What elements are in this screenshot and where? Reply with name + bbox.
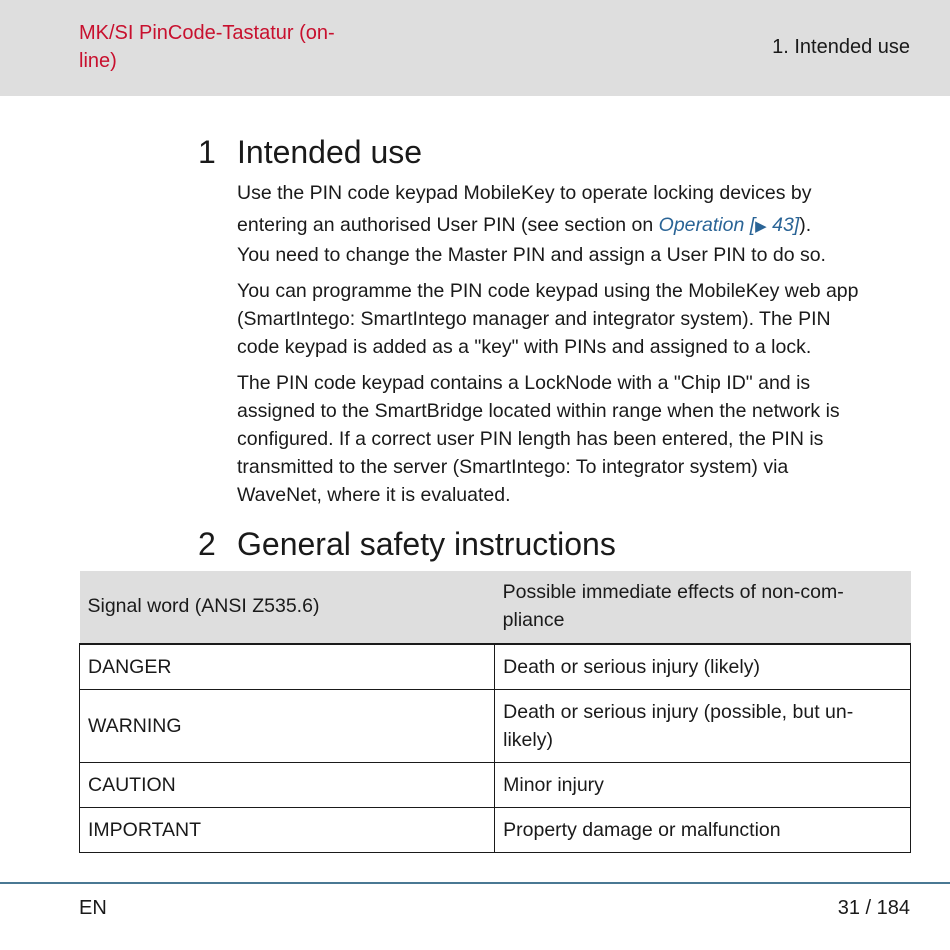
table-header-row	[80, 571, 911, 644]
table-row	[80, 763, 911, 808]
section-title: General safety instructions	[237, 526, 616, 562]
paragraph-line: The PIN code keypad contains a LockNode with a "Chip ID" and is	[237, 372, 811, 394]
paragraph-line: You need to change the Master PIN and assign a User PIN to do so.	[237, 244, 826, 266]
operation-link[interactable]	[659, 214, 800, 236]
paragraph-line: You can programme the PIN code keypad using the MobileKey web app	[237, 280, 859, 302]
paragraph-line: configured. If a correct user PIN length has been entered, the PIN is	[237, 428, 824, 450]
paragraph-line: code keypad is added as a "key" with PINs and assigned to a lock.	[237, 336, 812, 358]
section-number: 2	[198, 526, 216, 562]
paragraph-text: ).	[799, 214, 812, 236]
effect-cell: Property damage or malfunction	[495, 808, 911, 853]
signal-word-cell: DANGER	[80, 644, 495, 690]
signal-word-cell: CAUTION	[80, 763, 495, 808]
document-title-line-1: MK/SI PinCode-Tastatur (on-	[79, 22, 335, 44]
footer-language: EN	[79, 897, 107, 919]
operation-link-page: 43]	[766, 214, 800, 236]
table-header-effects	[495, 571, 911, 644]
section-number: 1	[198, 134, 216, 170]
triangle-right-icon: ▶	[755, 218, 767, 235]
footer-divider	[0, 882, 950, 884]
effect-cell-line-1: Death or serious injury (possible, but un-	[503, 701, 854, 723]
paragraph-intended-use-3	[237, 369, 917, 509]
document-title-line-2: line)	[79, 50, 117, 72]
paragraph-text: entering an authorised User PIN (see section on	[237, 214, 659, 236]
effect-cell: Minor injury	[495, 763, 911, 808]
paragraph-intended-use-1	[237, 179, 917, 269]
table-row	[80, 644, 911, 690]
table-header-effects-line-2: pliance	[502, 609, 565, 631]
paragraph-line: WaveNet, where it is evaluated.	[237, 484, 511, 506]
footer-page-number: 31 / 184	[837, 897, 910, 919]
effect-cell: Death or serious injury (likely)	[495, 644, 911, 690]
signal-word-cell: IMPORTANT	[80, 808, 495, 853]
section-heading-safety	[198, 524, 616, 564]
paragraph-line: transmitted to the server (SmartIntego: To integrator system) via	[237, 456, 789, 478]
section-title: Intended use	[237, 134, 423, 170]
paragraph-line: (SmartIntego: SmartIntego manager and integrator system). The PIN	[237, 308, 831, 330]
paragraph-line: Use the PIN code keypad MobileKey to operate locking devices by	[237, 182, 812, 204]
safety-signal-table	[79, 571, 911, 853]
effect-cell	[495, 690, 911, 763]
document-title	[79, 19, 399, 75]
table-header-signal-word: Signal word (ANSI Z535.6)	[80, 571, 495, 644]
section-heading-intended-use	[198, 132, 422, 172]
paragraph-line-with-link	[237, 211, 917, 241]
table-header-effects-line-1: Possible immediate effects of non-com-	[502, 581, 844, 603]
table-row	[80, 808, 911, 853]
page-header	[0, 0, 950, 96]
signal-word-cell: WARNING	[80, 690, 495, 763]
table-row	[80, 690, 911, 763]
paragraph-line: assigned to the SmartBridge located within range when the network is	[237, 400, 840, 422]
paragraph-intended-use-2	[237, 277, 917, 361]
effect-cell-line-2: likely)	[503, 729, 553, 751]
operation-link-text: Operation [	[658, 214, 756, 236]
running-section-title: 1. Intended use	[772, 36, 910, 58]
